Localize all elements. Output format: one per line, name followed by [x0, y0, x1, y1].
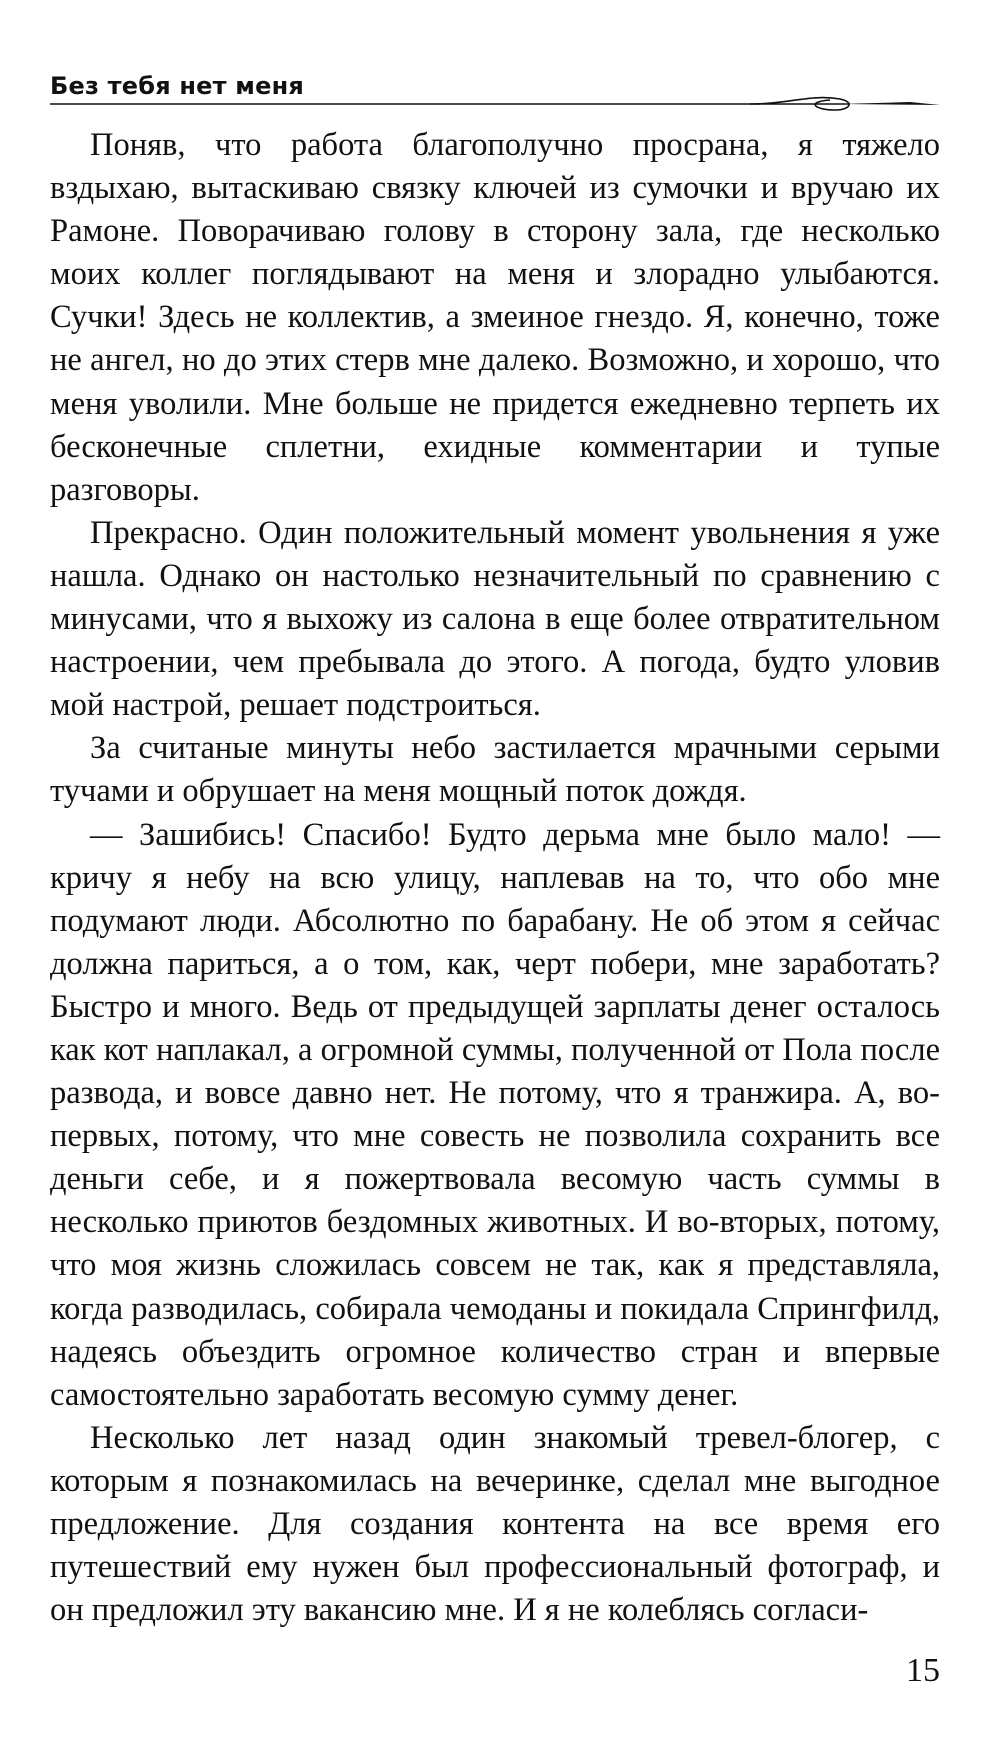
paragraph: Прекрасно. Один положительный момент увольнения я уже нашла. Однако он настолько незначительный по сравнению с минусами, что я выхожу из салона в еще более отвратительном настроении, чем пребывала до этого. А погода, будто уловив мой настрой, решает подстроиться. [50, 514, 940, 724]
paragraph: Несколько лет назад один знакомый тревел-блогер, с которым я познакомилась на вечеринке, сделал мне выгодное предложение. Для создания контента на все время его путешествий ему нужен был профессиональный фотограф, и он предложил эту вакансию мне. И я не колеблясь согласи- [50, 1419, 940, 1629]
page-number: 15 [906, 1652, 940, 1689]
paragraph: За считаные минуты небо застилается мрачными серыми тучами и обрушает на меня мощный поток дождя. [50, 730, 940, 810]
running-title: Без тебя нет меня [50, 72, 304, 100]
header-rule-ornament [50, 96, 940, 120]
paragraph: Поняв, что работа благополучно просрана, я тяжело вздыхаю, вытаскиваю связку ключей из сумочки и вручаю их Рамоне. Поворачиваю голову в сторону зала, где несколько моих коллег поглядывают на меня и злорадно улыбаются. Сучки! Здесь не коллектив, а змеиное гнездо. Я, конечно, тоже не ангел, но до этих стерв мне далеко. Возможно, и хорошо, что меня уволили. Мне больше не придется ежедневно терпеть их бесконечные сплетни, ехидные комментарии и тупые разговоры. [50, 127, 940, 508]
body-text [50, 124, 940, 1632]
paragraph: — Зашибись! Спасибо! Будто дерьма мне было мало! — кричу я небу на всю улицу, наплевав на то, что обо мне подумают люди. Абсолютно по барабану. Не об этом я сейчас должна париться, а о том, как, черт побери, мне заработать? Быстро и много. Ведь от предыдущей зарплаты денег осталось как кот наплакал, а огромной суммы, полученной от Пола после развода, и вовсе давно нет. Не потому, что я транжира. А, во-первых, потому, что мне совесть не позволила сохранить все деньги себе, и я пожертвовала весомую часть суммы в несколько приютов бездомных животных. И во-вторых, потому, что моя жизнь сложилась совсем не так, как я представляла, когда разводилась, собирала чемоданы и покидала Спрингфилд, надеясь объездить огромное количество стран и впервые самостоятельно заработать весомую сумму денег. [50, 816, 940, 1413]
